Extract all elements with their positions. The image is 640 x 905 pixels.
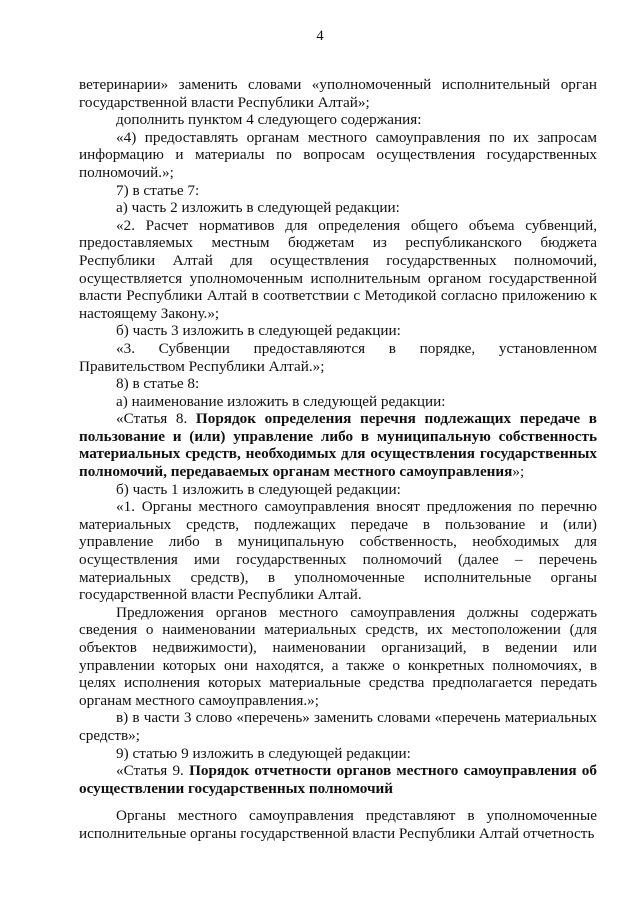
paragraph: «3. Субвенции предоставляются в порядке, установленном Правительством Республики Алтай.»; — [79, 339, 597, 375]
paragraph: дополнить пунктом 4 следующего содержания: — [116, 111, 422, 129]
paragraph: 8) в статье 8: — [116, 375, 200, 393]
paragraph: 9) статью 9 изложить в следующей редакции: — [116, 744, 411, 762]
paragraph: 7) в статье 7: — [116, 181, 200, 199]
article-8-heading — [79, 410, 597, 480]
paragraph: Предложения органов местного самоуправления должны содержать сведения о наименовании материальных средств, их местоположении (для объектов недвижимости), наименовании организаций, в ведении или управлении которых они находятся, а также о конкретных полномочиях, в целях исполнения которых материальные средства предполагается передать органам местного самоуправления.»; — [79, 603, 597, 709]
paragraph: а) часть 2 изложить в следующей редакции: — [116, 199, 400, 217]
article-9-prefix: «Статья 9. — [116, 762, 190, 780]
paragraph: ветеринарии» заменить словами «уполномоченный исполнительный орган государственной власти Республики Алтай»; — [79, 76, 597, 111]
paragraph: а) наименование изложить в следующей редакции: — [116, 392, 446, 410]
paragraph: б) часть 1 изложить в следующей редакции: — [116, 480, 401, 498]
page-number: 4 — [316, 28, 324, 44]
article-9-heading — [79, 762, 597, 797]
paragraph: Органы местного самоуправления представляют в уполномоченные исполнительные органы государственной власти Республики Алтай отчетность — [79, 807, 597, 842]
document-body — [79, 76, 597, 843]
paragraph: б) часть 3 изложить в следующей редакции: — [116, 322, 401, 340]
article-8-prefix: «Статья 8. — [116, 410, 196, 428]
paragraph: «4) предоставлять органам местного самоуправления по их запросам информацию и материалы по вопросам осуществления государственных полномочий.»; — [79, 128, 597, 181]
article-8-suffix: »; — [512, 463, 525, 481]
paragraph: «1. Органы местного самоуправления вносят предложения по перечню материальных средств, подлежащих передаче в пользование и (или) управление либо в муниципальную собственность, необходимых для осуществления ими государственных полномочий (далее – перечень материальных средств), в уполномоченные исполнительные органы государственной власти Республики Алтай. — [79, 498, 597, 604]
article-8-title: Порядок определения перечня подлежащих передаче в пользование и (или) управление либо в муниципальную собственность материальных средств, необходимых для осуществления государственных полномочий, передаваемых органам местного самоуправления — [79, 410, 597, 481]
paragraph: в) в части 3 слово «перечень» заменить словами «перечень материальных средств»; — [79, 709, 597, 744]
article-9-title: Порядок отчетности органов местного самоуправления об осуществлении государственных полномочий — [79, 762, 597, 797]
paragraph: «2. Расчет нормативов для определения общего объема субвенций, предоставляемых местным бюджетам из республиканского бюджета Республики Алтай для осуществления государственных полномочий, осуществляется уполномоченным исполнительным органом государственной власти Республики Алтай в соответствии с Методикой согласно приложению к настоящему Закону.»; — [79, 216, 597, 322]
